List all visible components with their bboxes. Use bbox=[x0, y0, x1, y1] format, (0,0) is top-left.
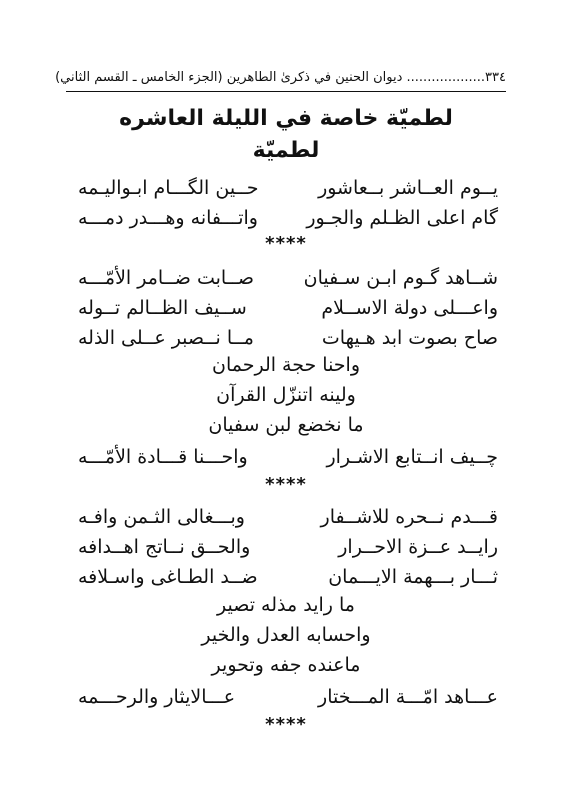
hemistich-left: واتـــفانه وهـــدر دمـــه bbox=[78, 207, 258, 229]
hemistich-right: واعـــلى دولة الاســلام bbox=[321, 297, 498, 319]
hemistich-left: حــين الگـــام ابـواليـمه bbox=[78, 177, 259, 199]
poem-subtitle: لطميّة bbox=[252, 138, 320, 163]
couplet-4 bbox=[78, 293, 498, 323]
hemistich-right: قـــدم نــحره للاشــفار bbox=[320, 506, 498, 528]
refrain-line-3: ما نخضع لبن سفيان bbox=[208, 414, 364, 436]
hemistich-left: مــا نــصبر عــلى الذله bbox=[78, 327, 254, 349]
running-title: ديوان الحنين في ذكرىٰ الطاهرين (الجزء الخامس ـ القسم الثاني) bbox=[55, 69, 403, 85]
stanza-separator: **** bbox=[265, 714, 307, 735]
hemistich-right: ثـــار بـــهمة الايـــمان bbox=[328, 566, 498, 588]
couplet-1 bbox=[78, 173, 498, 203]
hemistich-right: شــاهد گـوم ابـن سـفيان bbox=[303, 267, 498, 289]
hemistich-left: واحـــنا قـــادة الأمّـــه bbox=[78, 446, 248, 468]
couplet-7 bbox=[78, 502, 498, 532]
hemistich-left: والحــق نــاتج اهــدافه bbox=[78, 536, 251, 558]
refrain-line-5: واحسابه العدل والخير bbox=[201, 624, 371, 646]
hemistich-right: يــوم العــاشر بــعاشور bbox=[318, 177, 498, 199]
couplet-8 bbox=[78, 532, 498, 562]
running-header bbox=[55, 66, 506, 88]
header-rule bbox=[66, 91, 506, 92]
couplet-6 bbox=[78, 442, 498, 472]
poem-title: لطميّة خاصة في الليلة العاشره bbox=[119, 106, 453, 131]
hemistich-right: عـــاهد امّـــة المـــختار bbox=[318, 686, 498, 708]
hemistich-left: ضــد الطـاغى واسـلافه bbox=[78, 566, 258, 588]
hemistich-left: ســيف الظــالم تــوله bbox=[78, 297, 247, 319]
refrain-line-6: ماعنده جفه وتحوير bbox=[211, 654, 361, 676]
hemistich-right: چــيف انــتابع الاشـرار bbox=[326, 446, 498, 468]
couplet-5 bbox=[78, 323, 498, 353]
couplet-10 bbox=[78, 682, 498, 712]
hemistich-left: عـــالايثار والرحـــمه bbox=[78, 686, 236, 708]
hemistich-left: وبـــغالى الثـمن وافـه bbox=[78, 506, 245, 528]
hemistich-right: رايــد عــزة الاحــرار bbox=[338, 536, 498, 558]
page-number: ٣٣٤ bbox=[485, 69, 506, 85]
hemistich-right: گام اعلى الظـلم والجـور bbox=[306, 207, 498, 229]
refrain-line-4: ما رايد مذله تصير bbox=[217, 594, 355, 616]
running-title-group bbox=[55, 70, 485, 85]
refrain-line-1: واحنا حجة الرحمان bbox=[211, 354, 361, 376]
header-dots: ................... bbox=[406, 69, 486, 85]
couplet-3 bbox=[78, 263, 498, 293]
couplet-2 bbox=[78, 203, 498, 233]
hemistich-left: صــابت ضــامر الأمّـــه bbox=[78, 267, 254, 289]
refrain-line-2: ولينه اتنزّل القرآن bbox=[216, 384, 356, 406]
hemistich-right: صاح بصوت ابد هـيهات bbox=[321, 327, 498, 349]
stanza-separator: **** bbox=[265, 474, 307, 495]
stanza-separator: **** bbox=[265, 233, 307, 254]
couplet-9 bbox=[78, 562, 498, 592]
